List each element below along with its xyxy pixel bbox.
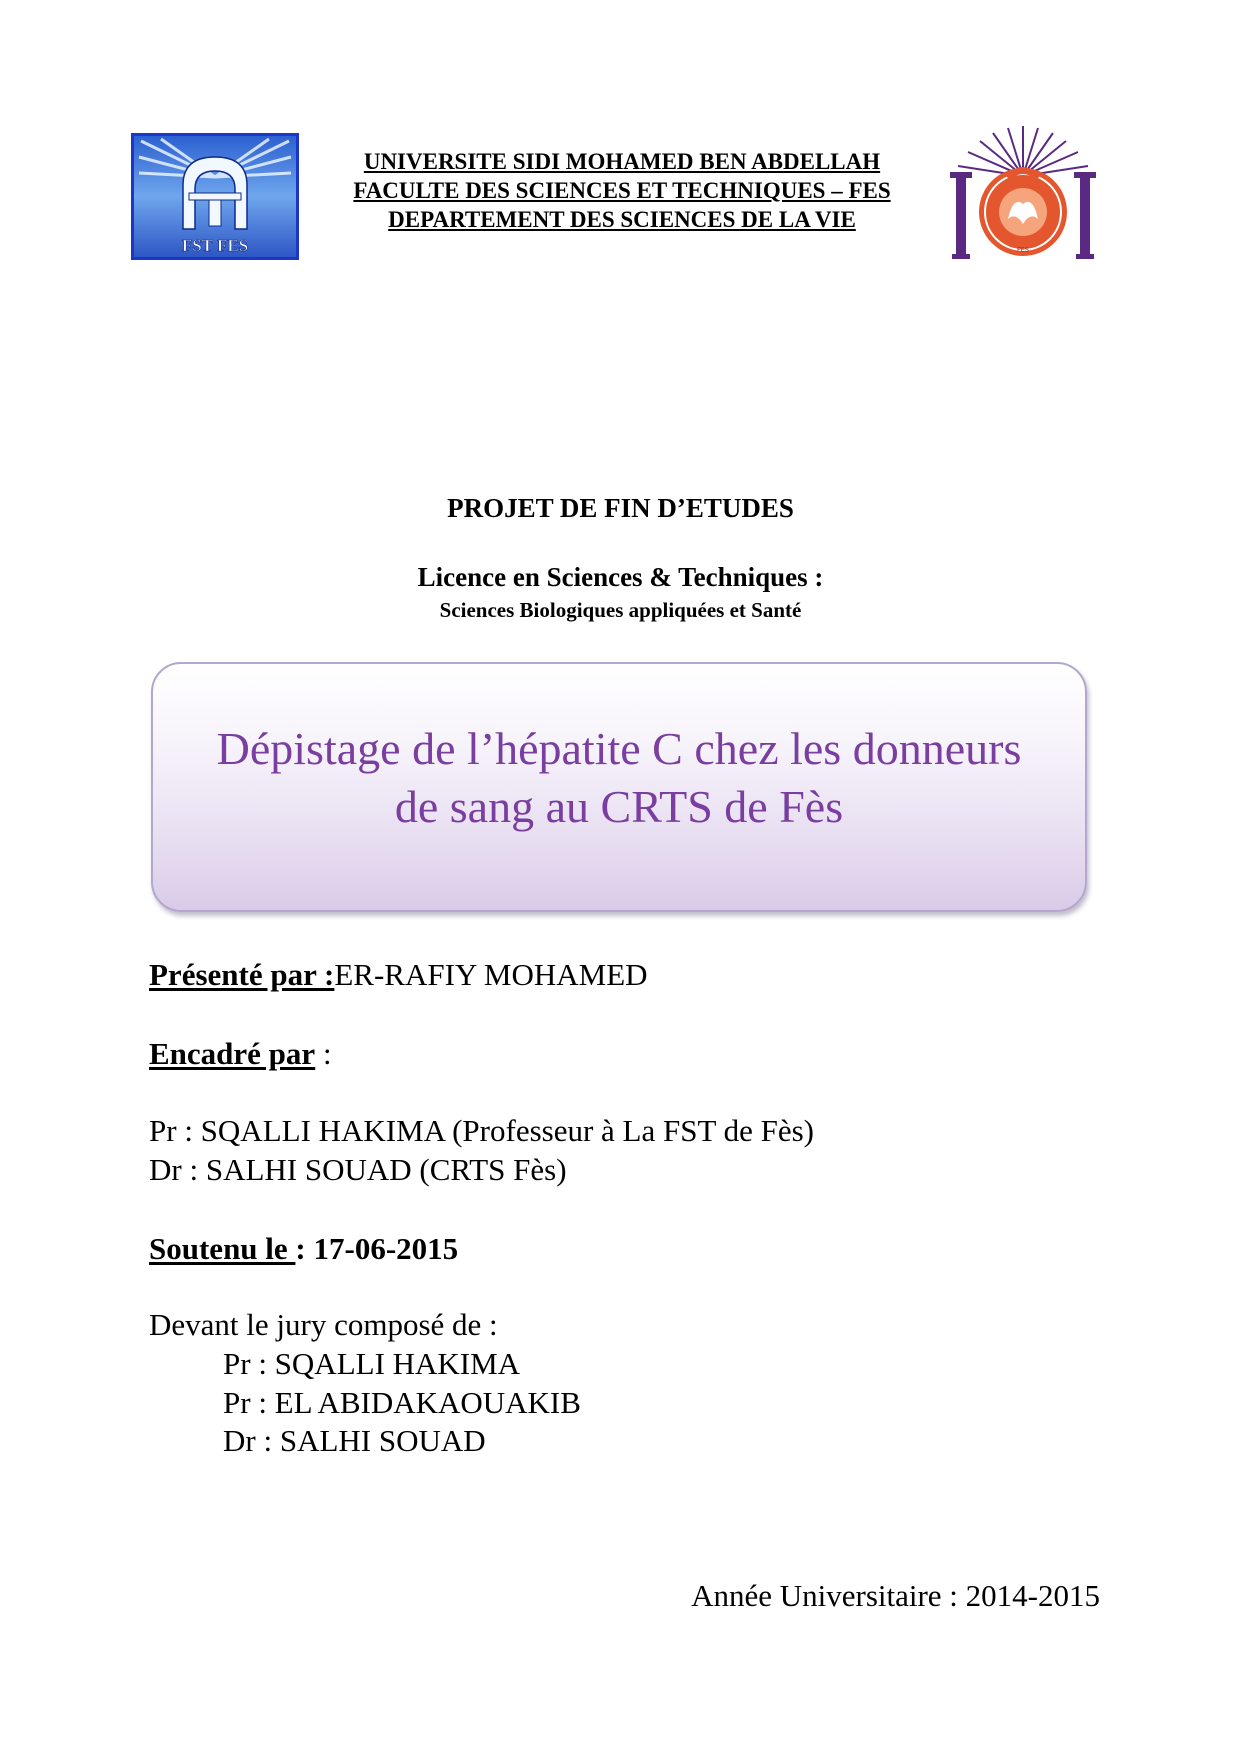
- defense-date-label: Soutenu le: [149, 1231, 296, 1266]
- thesis-title-box: [151, 662, 1087, 912]
- supervised-by: [149, 1036, 332, 1072]
- faculty-name: FACULTE DES SCIENCES ET TECHNIQUES – FES: [353, 178, 891, 203]
- presented-by: [149, 957, 648, 993]
- defense-date-value: : 17-06-2015: [295, 1231, 459, 1266]
- supervised-by-colon: :: [315, 1036, 332, 1071]
- presented-by-label: Présenté par :: [149, 957, 335, 992]
- fst-fes-logo: [131, 133, 299, 260]
- thesis-title-line-1: Dépistage de l’hépatite C chez les donneurs: [216, 723, 1022, 774]
- university-emblem-text: FES: [1017, 248, 1029, 254]
- academic-year: Année Universitaire : 2014-2015: [691, 1578, 1100, 1613]
- degree-specialty: Sciences Biologiques appliquées et Santé: [439, 598, 802, 622]
- fst-fes-logo-text: FST FES: [181, 236, 249, 255]
- supervisor-1: Pr : SQALLI HAKIMA (Professeur à La FST de Fès): [149, 1113, 815, 1148]
- jury-member-2: Pr : EL ABIDAKAOUAKIB: [223, 1385, 581, 1420]
- department-name: DEPARTEMENT DES SCIENCES DE LA VIE: [388, 207, 856, 232]
- project-type: PROJET DE FIN D’ETUDES: [447, 493, 794, 523]
- institution-header: [300, 147, 944, 234]
- thesis-title: [153, 720, 1085, 836]
- defense-date: [149, 1231, 458, 1267]
- jury-member-1: Pr : SQALLI HAKIMA: [223, 1346, 521, 1381]
- degree-title: Licence en Sciences & Techniques :: [417, 562, 824, 592]
- supervisor-2: Dr : SALHI SOUAD (CRTS Fès): [149, 1152, 567, 1187]
- fst-fes-logo-graphic: [131, 133, 299, 260]
- student-name: ER-RAFIY MOHAMED: [334, 957, 648, 992]
- jury-title: Devant le jury composé de :: [149, 1307, 498, 1342]
- supervised-by-label: Encadré par: [149, 1036, 316, 1071]
- thesis-title-line-2: de sang au CRTS de Fès: [394, 781, 844, 832]
- university-emblem-graphic: [948, 124, 1098, 260]
- university-name: UNIVERSITE SIDI MOHAMED BEN ABDELLAH: [363, 149, 881, 174]
- jury-member-3: Dr : SALHI SOUAD: [223, 1423, 486, 1458]
- university-emblem-logo: [948, 124, 1098, 260]
